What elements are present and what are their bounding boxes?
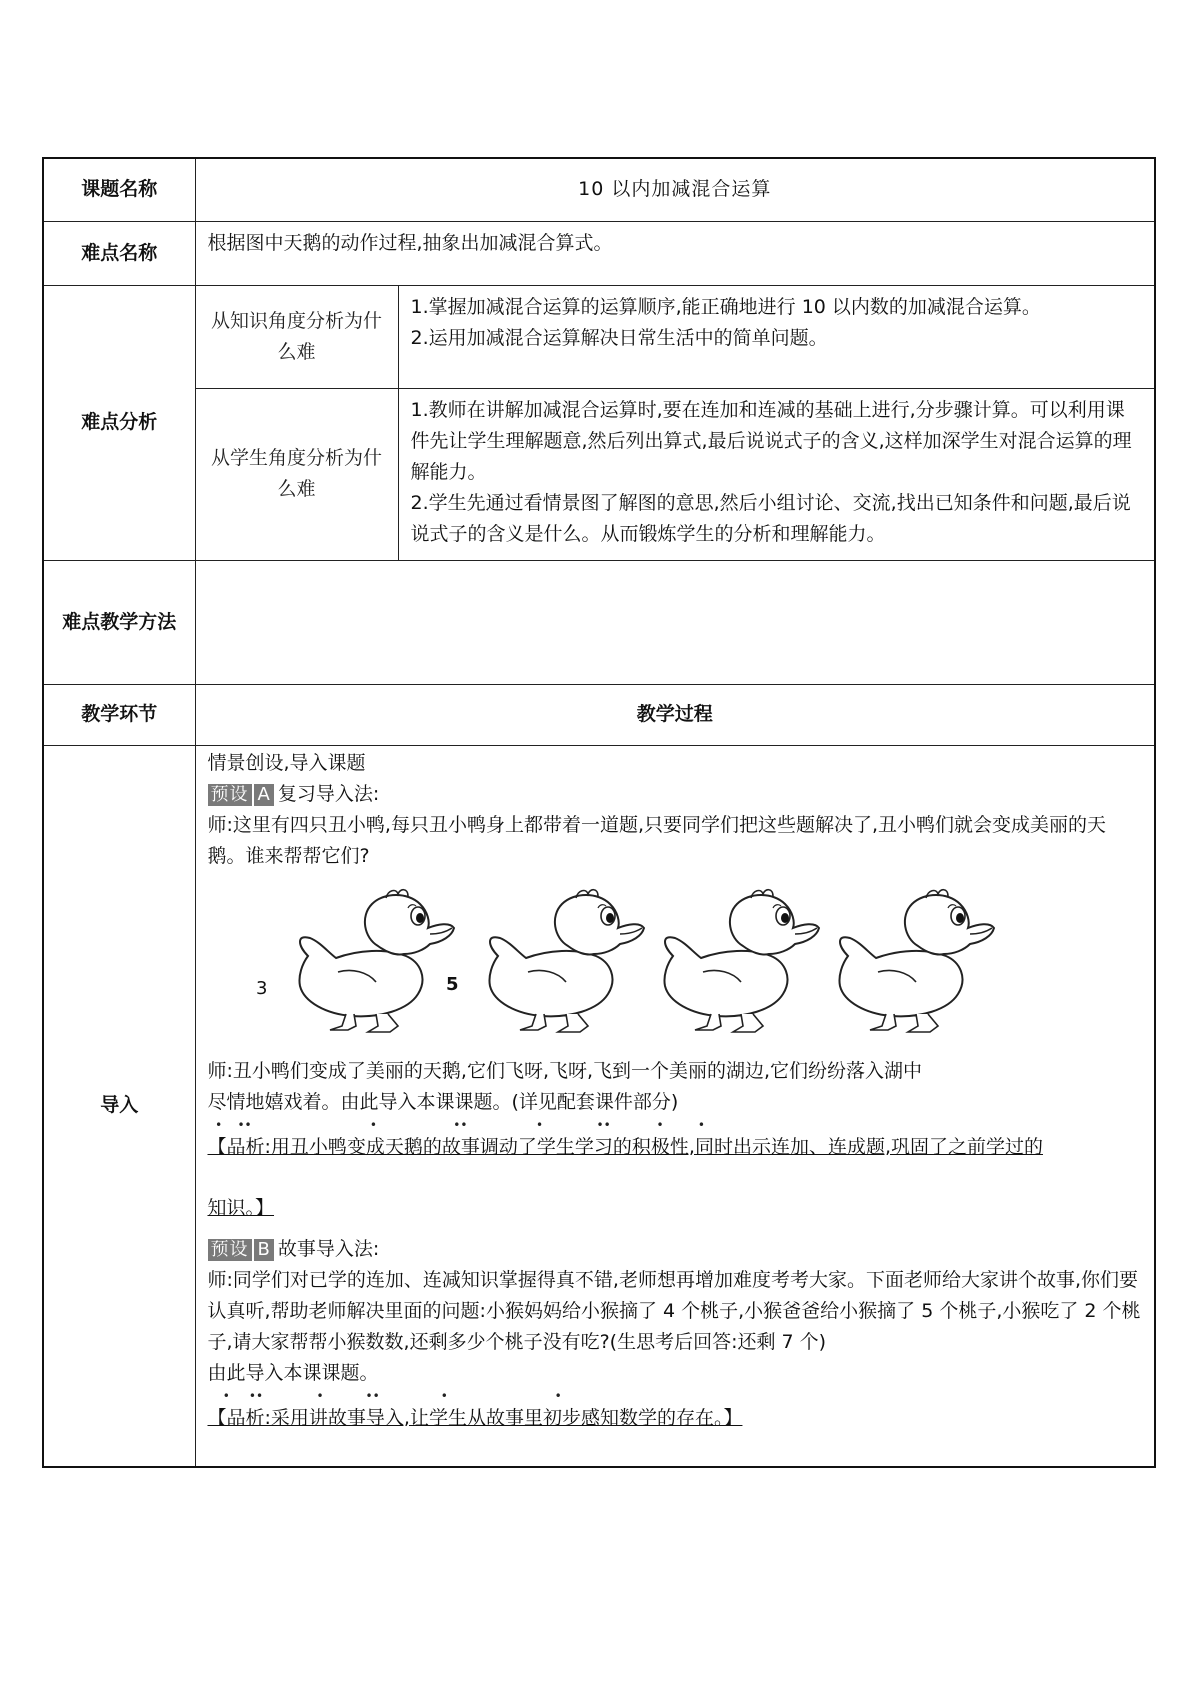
duck-illustration — [208, 878, 1143, 1048]
stage-header: 教学环节 — [43, 684, 195, 745]
preset-b-comment: 【品析:采用讲故事导入,让学生从故事里初步感知数学的存在。】 — [207, 1406, 743, 1429]
student-angle-text — [398, 388, 1155, 560]
knowledge-angle-text — [398, 285, 1155, 388]
preset-b-heading — [208, 1234, 1143, 1265]
intro-row — [43, 745, 1155, 1467]
topic-title: 10 以内加减混合运算 — [195, 158, 1155, 221]
preset-b-text: 师:同学们对已学的连加、连减知识掌握得真不错,老师想再增加难度考考大家。下面老师给大家讲个故事,你们要认真听,帮助老师解决里面的问题:小猴妈妈给小猴摘了 4 个桃子,小猴爸爸给小猴摘了 5 个桃子,小猴吃了 2 个桃子,请大家帮帮小猴数数,还剩多少个桃子没有吃?(生思考后回答:还剩 7 个) — [207, 1268, 1141, 1353]
ducklings-drawing — [248, 878, 1078, 1048]
student-line-2: 2.学生先通过看情景图了解图的意思,然后小组讨论、交流,找出已知条件和问题,最后说说式子的含义是什么。从而锻炼学生的分析和理解能力。 — [410, 491, 1131, 545]
student-angle-label: 从学生角度分析为什么难 — [195, 388, 398, 560]
preset-b-badge: 预设 — [208, 1239, 252, 1261]
preset-a-heading — [208, 779, 1143, 810]
method-text — [195, 560, 1155, 684]
intro-content — [195, 745, 1155, 1467]
intro-label: 导入 — [43, 745, 195, 1467]
preset-b-text-2: 由此导入本课课题。 — [207, 1361, 379, 1384]
knowledge-line-2: 2.运用加减混合运算解决日常生活中的简单问题。 — [410, 326, 828, 349]
duck-label-2: 5 — [445, 973, 459, 995]
emphasis-dots-1: • •• • •• • •• • • — [207, 1117, 705, 1132]
preset-a-badge: 预设 — [208, 784, 252, 806]
preset-a-text: 师:这里有四只丑小鸭,每只丑小鸭身上都带着一道题,只要同学们把这些题解决了,丑小鸭们就会变成美丽的天鹅。谁来帮帮它们? — [207, 813, 1107, 867]
intro-heading: 情景创设,导入课题 — [207, 751, 366, 774]
preset-a-comment-end: 知识。】 — [207, 1196, 275, 1219]
knowledge-angle-label: 从知识角度分析为什么难 — [195, 285, 398, 388]
difficulty-row — [43, 221, 1155, 285]
preset-a-comment: 【品析:用丑小鸭变成天鹅的故事调动了学生学习的积极性,同时出示连加、连成题,巩固了之前学过的 — [207, 1135, 1043, 1158]
method-row — [43, 560, 1155, 684]
process-header-row — [43, 684, 1155, 745]
preset-a-text-3: 尽情地嬉戏着。由此导入本课课题。(详见配套课件部分) — [207, 1090, 679, 1113]
analysis-label: 难点分析 — [43, 285, 195, 560]
preset-b-letter: B — [254, 1239, 274, 1261]
analysis-knowledge-row — [43, 285, 1155, 388]
spacer — [208, 1163, 1143, 1193]
duck-label-1: 3 — [255, 977, 267, 999]
process-header: 教学过程 — [195, 684, 1155, 745]
lesson-plan-table — [42, 157, 1156, 1468]
difficulty-text: 根据图中天鹅的动作过程,抽象出加减混合算式。 — [195, 221, 1155, 285]
student-line-1: 1.教师在讲解加减混合运算时,要在连加和连减的基础上进行,分步骤计算。可以利用课件先让学生理解题意,然后列出算式,最后说说式子的含义,这样加深学生对混合运算的理解能力。 — [410, 398, 1132, 483]
emphasis-dots-2: • •• • •• • • — [207, 1388, 562, 1403]
method-label: 难点教学方法 — [43, 560, 195, 684]
knowledge-line-1: 1.掌握加减混合运算的运算顺序,能正确地进行 10 以内数的加减混合运算。 — [410, 295, 1041, 318]
difficulty-label: 难点名称 — [43, 221, 195, 285]
topic-label: 课题名称 — [43, 158, 195, 221]
preset-a-title: 复习导入法: — [277, 782, 380, 805]
preset-a-text-2: 师:丑小鸭们变成了美丽的天鹅,它们飞呀,飞呀,飞到一个美丽的湖边,它们纷纷落入湖中 — [207, 1059, 923, 1082]
topic-row — [43, 158, 1155, 221]
preset-b-title: 故事导入法: — [277, 1237, 380, 1260]
analysis-student-row — [43, 388, 1155, 560]
preset-a-letter: A — [254, 784, 274, 806]
